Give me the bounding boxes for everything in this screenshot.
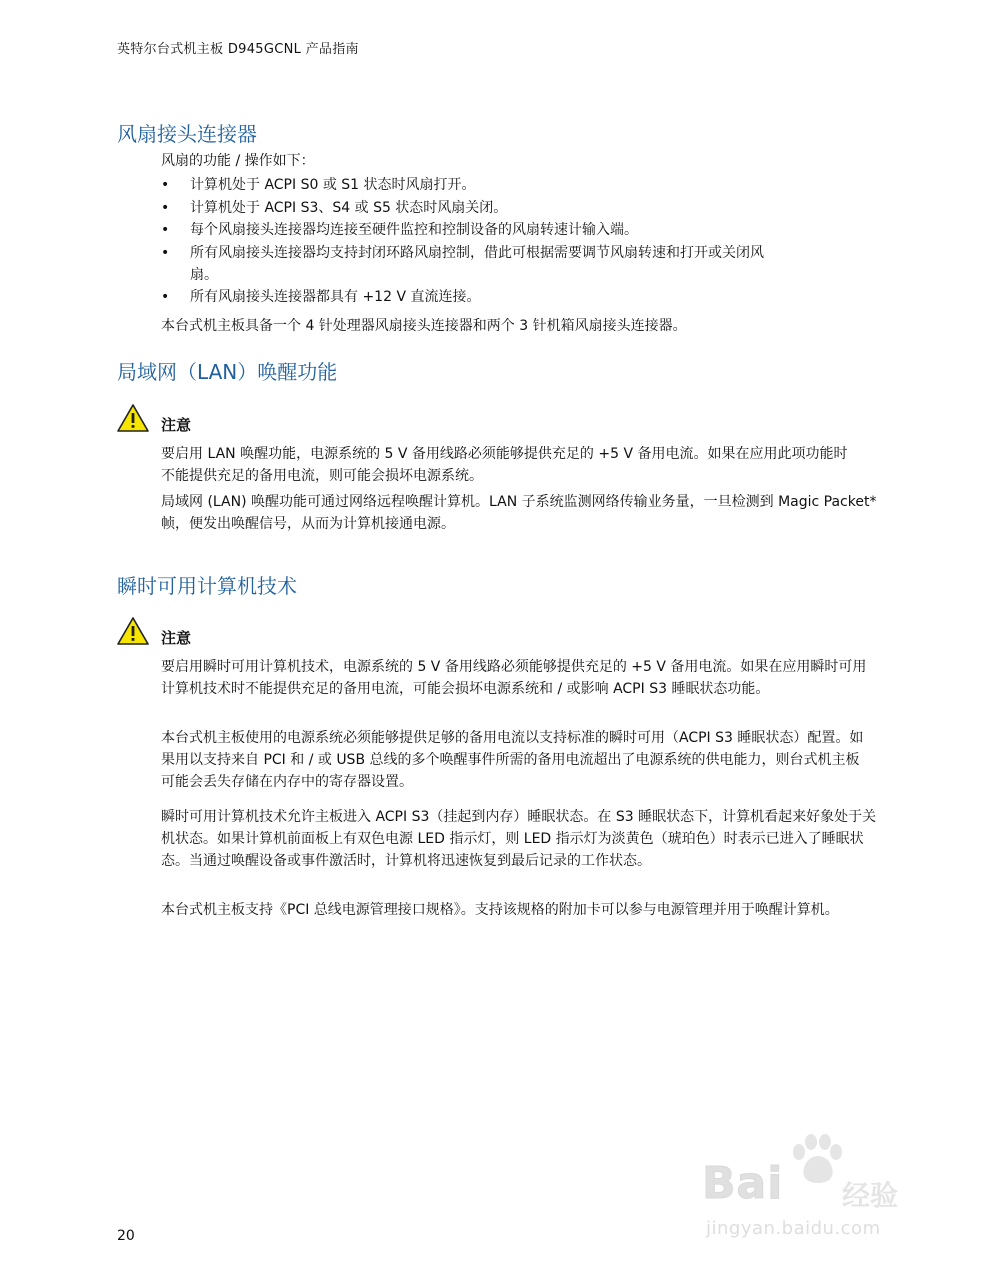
section-title-fan: 风扇接头连接器 — [117, 122, 257, 146]
watermark-brand-cn: 经验 — [842, 1179, 899, 1212]
warning-icon — [117, 617, 149, 645]
list-item: • 所有风扇接头连接器均支持封闭环路风扇控制，借此可根据需要调节风扇转速和打开或关闭风扇。 — [161, 242, 790, 286]
instant-caution-text-1: 要启用瞬时可用计算机技术，电源系统的 5 V 备用线路必须能够提供充足的 +5 V 备用电流。如果在应用瞬时可用计算机技术时不能提供充足的备用电流，可能会损坏电源系统和 / 或影响 ACPI S3 睡眠状态功能。 — [161, 659, 867, 697]
paw-icon — [785, 1130, 845, 1190]
lan-body: 局域网 (LAN) 唤醒功能可通过网络远程唤醒计算机。LAN 子系统监测网络传输业务量，一旦检测到 Magic Packet* 帧，便发出唤醒信号，从而为计算机接通电源。 — [161, 494, 877, 532]
fan-intro: 风扇的功能 / 操作如下： — [161, 153, 315, 169]
watermark-brand: Bai — [702, 1158, 784, 1209]
watermark-url: jingyan.baidu.com — [706, 1218, 881, 1239]
list-item: • 计算机处于 ACPI S3、S4 或 S5 状态时风扇关闭。 — [161, 197, 861, 219]
list-item: • 每个风扇接头连接器均连接至硬件监控和控制设备的风扇转速计输入端。 — [161, 219, 861, 241]
warning-icon — [117, 404, 149, 432]
watermark — [700, 1130, 940, 1240]
lan-caution-text: 要启用 LAN 唤醒功能，电源系统的 5 V 备用线路必须能够提供充足的 +5 V 备用电流。如果在应用此项功能时不能提供充足的备用电流，则可能会损坏电源系统。 — [161, 446, 848, 484]
section-title-lan: 局域网（LAN）唤醒功能 — [117, 360, 338, 384]
page-header: 英特尔台式机主板 D945GCNL 产品指南 — [117, 42, 359, 57]
list-item: • 计算机处于 ACPI S0 或 S1 状态时风扇打开。 — [161, 174, 861, 196]
caution-label: 注意 — [161, 416, 192, 434]
fan-summary: 本台式机主板具备一个 4 针处理器风扇接头连接器和两个 3 针机箱风扇接头连接器。 — [161, 318, 687, 334]
caution-label: 注意 — [161, 629, 192, 647]
instant-caution-text-2: 本台式机主板使用的电源系统必须能够提供足够的备用电流以支持标准的瞬时可用（ACPI S3 睡眠状态）配置。如果用以支持来自 PCI 和 / 或 USB 总线的多个唤醒事件所需的备用电流超出了电源系统的供电能力，则台式机主板可能会丢失存储在内存中的寄存器设置。 — [161, 730, 864, 790]
instant-body-1: 瞬时可用计算机技术允许主板进入 ACPI S3（挂起到内存）睡眠状态。在 S3 睡眠状态下，计算机看起来好象处于关机状态。如果计算机前面板上有双色电源 LED 指示灯，则 LED 指示灯为淡黄色（琥珀色）时表示已进入了睡眠状态。当通过唤醒设备或事件激活时，计算机将迅速恢复到最后记录的工作状态。 — [161, 809, 877, 869]
page-number: 20 — [117, 1228, 135, 1244]
list-item: • 所有风扇接头连接器都具有 +12 V 直流连接。 — [161, 286, 861, 308]
section-title-instant: 瞬时可用计算机技术 — [117, 574, 297, 598]
fan-bullet-list — [161, 174, 861, 309]
instant-body-2: 本台式机主板支持《PCI 总线电源管理接口规格》。支持该规格的附加卡可以参与电源管理并用于唤醒计算机。 — [161, 902, 839, 918]
